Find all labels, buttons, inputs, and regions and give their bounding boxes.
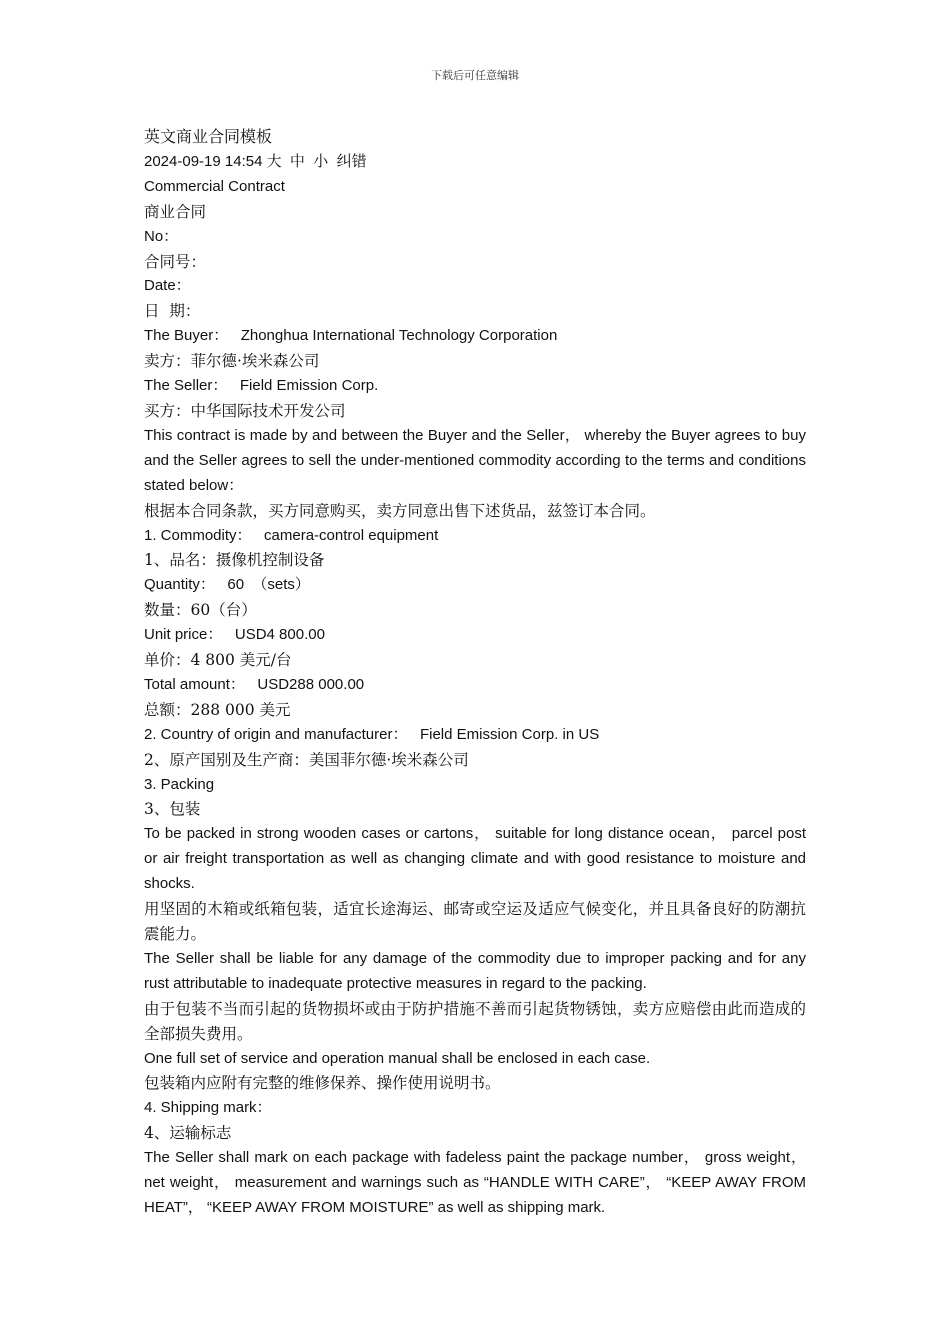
contract-no-zh: 合同号： xyxy=(144,252,207,271)
total-amount-zh: 总额：288 000 美元 xyxy=(144,700,291,719)
contract-no-en: No： xyxy=(144,227,179,245)
commodity-en: 1. Commodity： camera-control equipment xyxy=(144,526,439,544)
shipping-mark-heading-zh: 4、运输标志 xyxy=(144,1124,232,1143)
shipping-mark-heading-en: 4. Shipping mark： xyxy=(144,1099,272,1117)
date-zh: 日 期： xyxy=(144,302,201,321)
seller-zh: 买方：中华国际技术开发公司 xyxy=(144,401,346,420)
total-amount-en: Total amount： USD288 000.00 xyxy=(144,675,365,693)
packing-paragraph-2-zh: 由于包装不当而引起的货物损坏或由于防护措施不善而引起货物锈蚀，卖方应赔偿由此而造成的全部损失费用。 xyxy=(144,999,806,1043)
shipping-mark-paragraph-en: The Seller shall mark on each package with fadeless paint the package number， gross weight， net weight， measurement and warnings such as “HANDLE WITH CARE”， “KEEP AWAY FROM HEAT”， “KEEP AWAY FROM MOISTURE” as well as shipping mark. xyxy=(144,1149,806,1216)
origin-zh: 2、原产国别及生产商：美国菲尔德·埃米森公司 xyxy=(144,750,469,769)
packing-heading-zh: 3、包装 xyxy=(144,800,201,819)
packing-paragraph-2-en: The Seller shall be liable for any damage of the commodity due to improper packing and for any rust attributable to inadequate protective measures in regard to the packing. xyxy=(144,949,806,992)
packing-paragraph-3-zh: 包装箱内应附有完整的维修保养、操作使用说明书。 xyxy=(144,1074,501,1093)
intro-en: This contract is made by and between the Buyer and the Seller， whereby the Buyer agrees to buy and the Seller agrees to sell the under-mentioned commodity according to the terms and conditions stated below： xyxy=(144,426,806,494)
seller-en: The Seller： Field Emission Corp. xyxy=(144,377,379,395)
packing-paragraph-1-zh: 用坚固的木箱或纸箱包装，适宜长途海运、邮寄或空运及适应气候变化，并且具备良好的防潮抗震能力。 xyxy=(144,900,806,943)
quantity-en: Quantity： 60 （sets） xyxy=(144,576,310,594)
intro-zh: 根据本合同条款，买方同意购买，卖方同意出售下述货品，兹签订本合同。 xyxy=(144,501,656,520)
unit-price-en: Unit price： USD4 800.00 xyxy=(144,626,325,644)
meta-line: 2024-09-19 14:54 大 中 小 纠错 xyxy=(144,152,367,170)
document-body xyxy=(144,125,806,1221)
unit-price-zh: 单价：4 800 美元/台 xyxy=(144,651,292,670)
document-title: 英文商业合同模板 xyxy=(144,127,273,146)
date-en: Date： xyxy=(144,277,191,295)
heading-zh: 商业合同 xyxy=(144,202,207,221)
packing-heading-en: 3. Packing xyxy=(144,775,215,793)
buyer-en: The Buyer： Zhonghua International Technology Corporation xyxy=(144,327,558,345)
origin-en: 2. Country of origin and manufacturer： Field Emission Corp. in US xyxy=(144,725,600,743)
heading-en: Commercial Contract xyxy=(144,177,285,195)
page-header: 下载后可任意编辑 xyxy=(431,69,519,82)
commodity-zh: 1、品名：摄像机控制设备 xyxy=(144,551,325,570)
buyer-zh: 卖方：菲尔德·埃米森公司 xyxy=(144,352,320,371)
packing-paragraph-1-en: To be packed in strong wooden cases or cartons， suitable for long distance ocean， parcel post or air freight transportation as well as changing climate and with good resistance to moisture and shocks. xyxy=(144,825,806,893)
quantity-zh: 数量：60（台） xyxy=(144,601,257,620)
packing-paragraph-3-en: One full set of service and operation manual shall be enclosed in each case. xyxy=(144,1049,651,1067)
